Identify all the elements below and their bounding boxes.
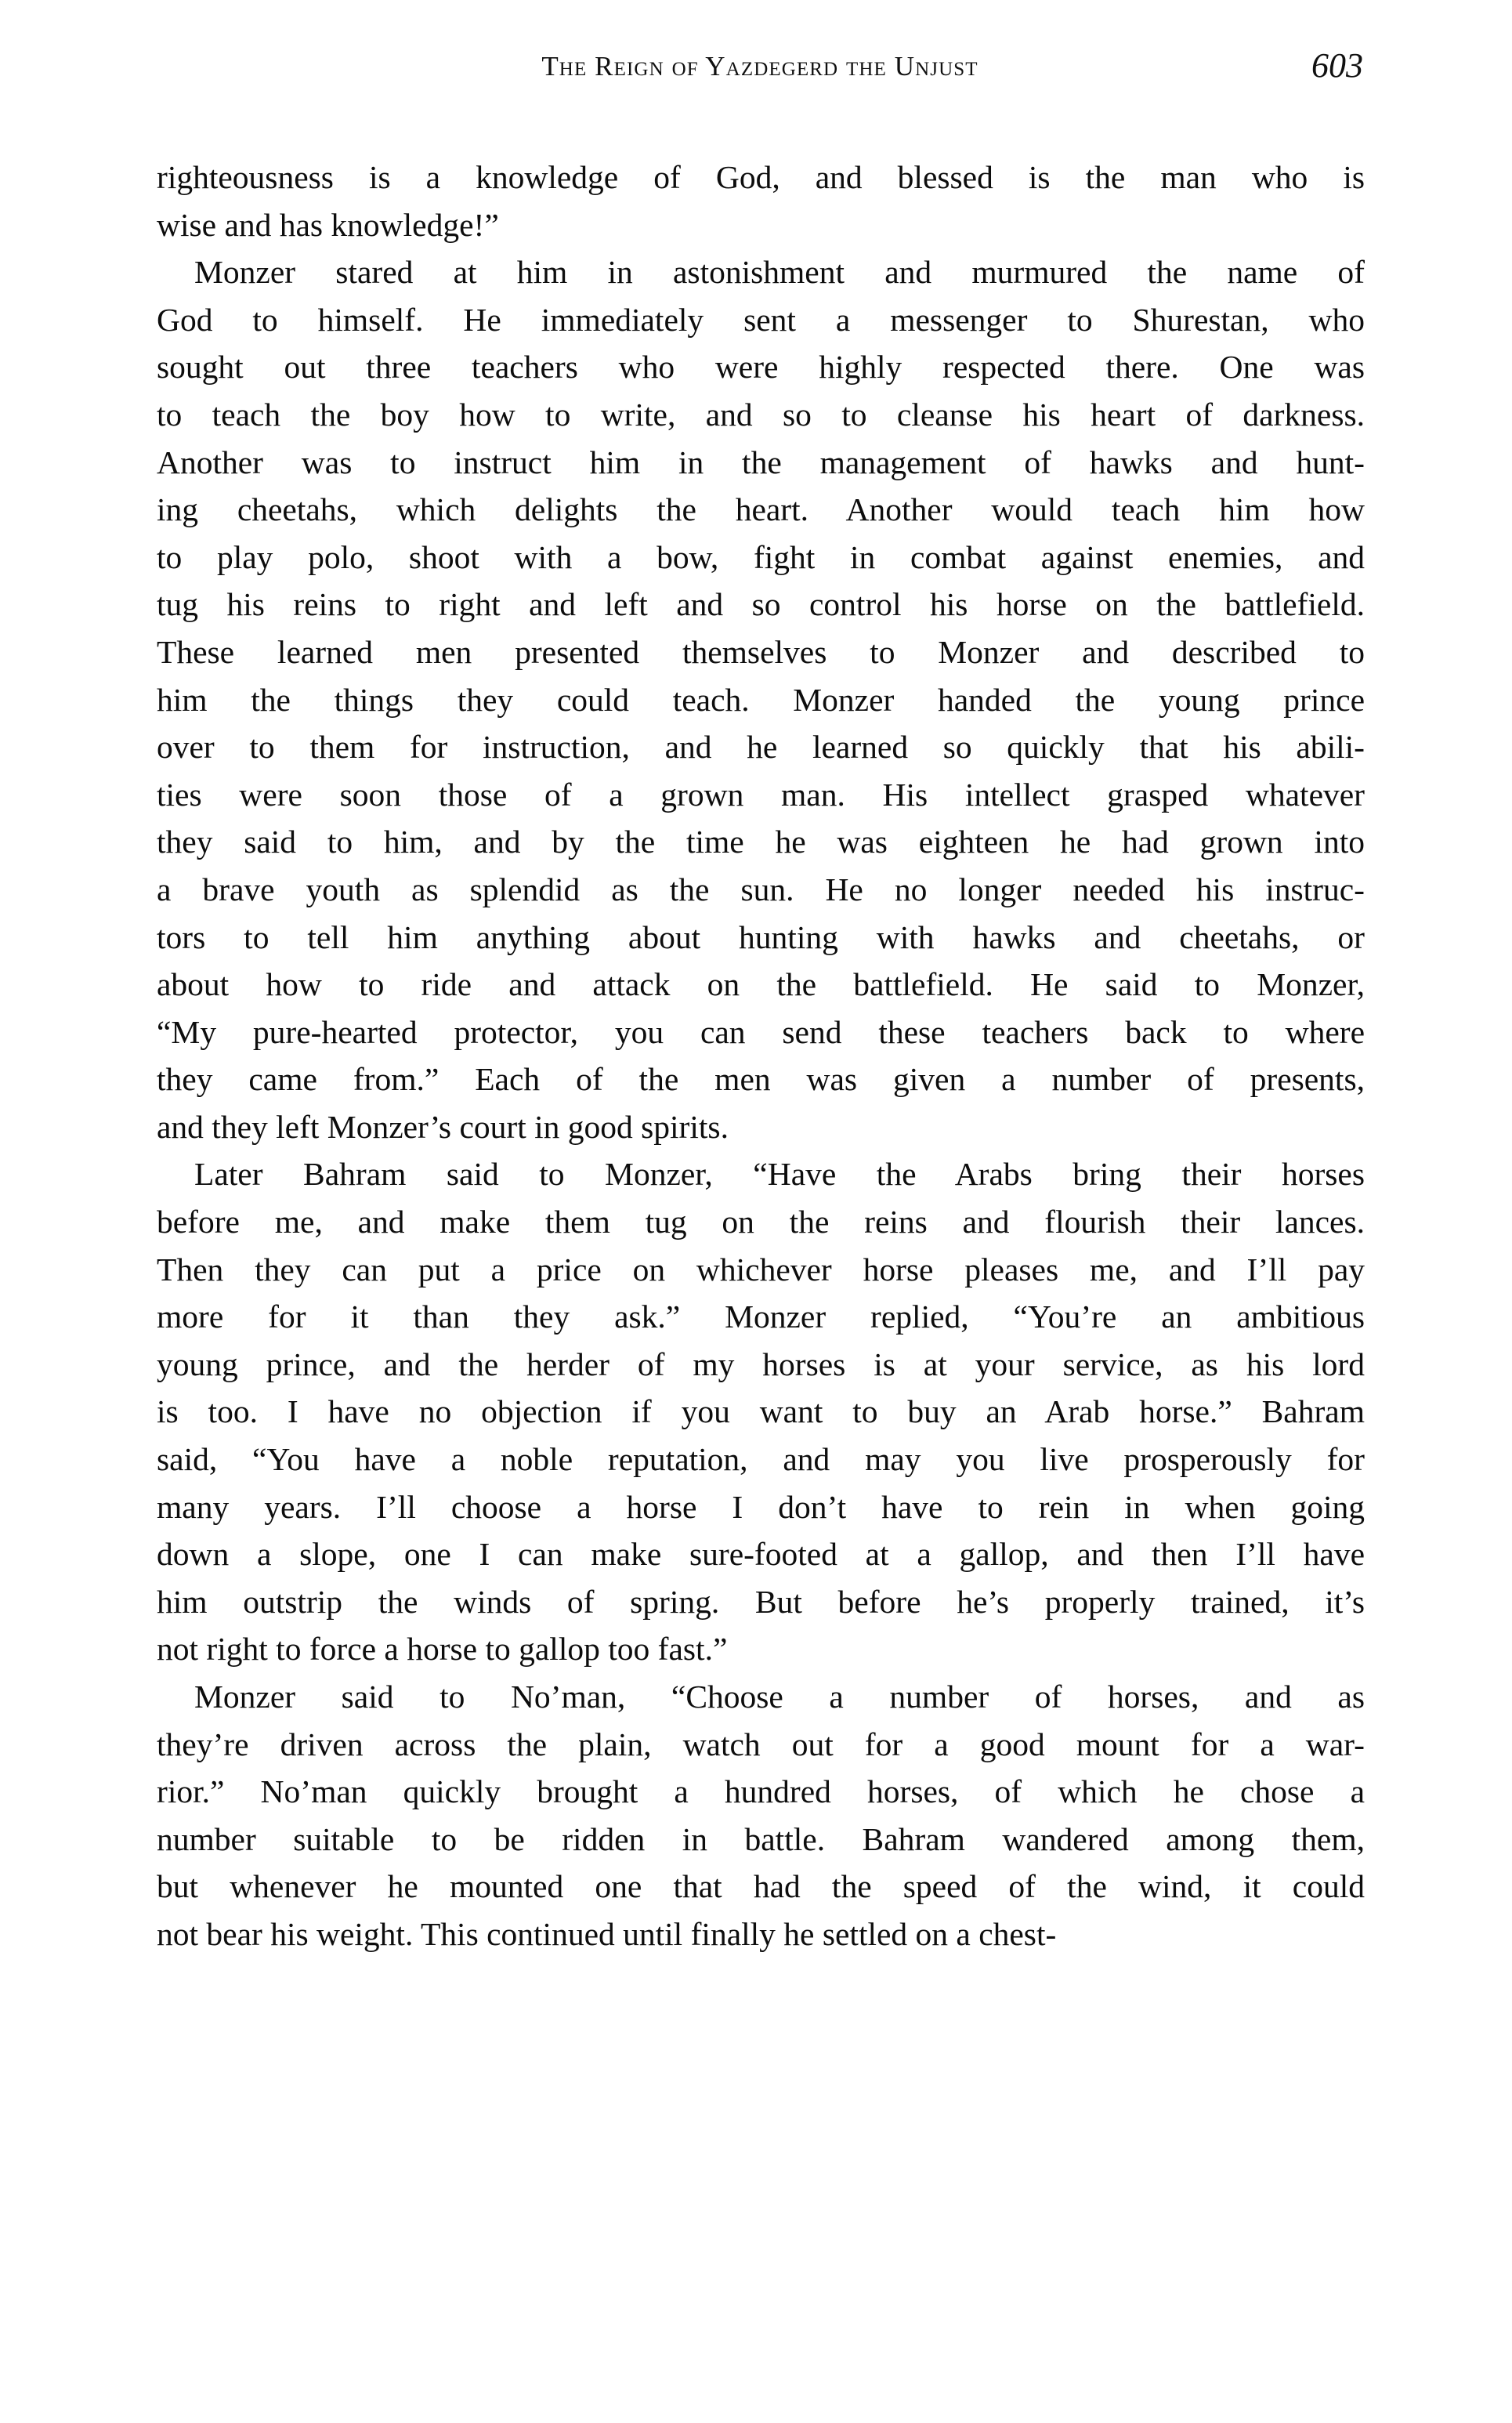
text-line: Monzer stared at him in astonishment and murmured the name of bbox=[194, 254, 1365, 291]
page-number: 603 bbox=[1311, 46, 1363, 85]
text-line: ing cheetahs, which delights the heart. Another would teach him how bbox=[157, 491, 1365, 528]
paragraph bbox=[157, 154, 1365, 248]
text-line: Another was to instruct him in the management of hawks and hunt- bbox=[157, 444, 1365, 480]
text-line: God to himself. He immediately sent a messenger to Shurestan, who bbox=[157, 301, 1365, 338]
text-line: righteousness is a knowledge of God, and blessed is the man who is bbox=[157, 159, 1365, 195]
text-line: not right to force a horse to gallop too fast.” bbox=[157, 1631, 728, 1668]
text-line: but whenever he mounted one that had the speed of the wind, it could bbox=[157, 1868, 1365, 1905]
running-header bbox=[157, 46, 1363, 96]
text-line: young prince, and the herder of my horses is at your service, as his lord bbox=[157, 1346, 1365, 1382]
text-line: not bear his weight. This continued until finally he settled on a chest- bbox=[157, 1915, 1057, 1952]
text-line: about how to ride and attack on the battlefield. He said to Monzer, bbox=[157, 966, 1365, 1003]
text-line: a brave youth as splendid as the sun. He no longer needed his instruc- bbox=[157, 871, 1365, 907]
text-line: “My pure-hearted protector, you can send these teachers back to where bbox=[157, 1013, 1365, 1050]
text-line: to play polo, shoot with a bow, fight in combat against enemies, and bbox=[157, 538, 1365, 575]
text-line: Then they can put a price on whichever horse pleases me, and I’ll pay bbox=[157, 1251, 1365, 1288]
text-line: before me, and make them tug on the reins and flourish their lances. bbox=[157, 1204, 1365, 1240]
text-line: said, “You have a noble reputation, and may you live prosperously for bbox=[157, 1441, 1365, 1478]
text-line: to teach the boy how to write, and so to cleanse his heart of darkness. bbox=[157, 396, 1365, 433]
text-line: number suitable to be ridden in battle. Bahram wandered among them, bbox=[157, 1820, 1365, 1857]
paragraph bbox=[157, 248, 1365, 1150]
text-line: rior.” No’man quickly brought a hundred horses, of which he chose a bbox=[157, 1773, 1365, 1810]
text-line: many years. I’ll choose a horse I don’t have to rein in when going bbox=[157, 1488, 1365, 1525]
paragraph bbox=[157, 1150, 1365, 1673]
text-line: is too. I have no objection if you want to buy an Arab horse.” Bahram bbox=[157, 1393, 1365, 1430]
text-line: ties were soon those of a grown man. His intellect grasped whatever bbox=[157, 776, 1365, 813]
text-line: tug his reins to right and left and so control his horse on the battlefield. bbox=[157, 586, 1365, 623]
text-line: more for it than they ask.” Monzer replied, “You’re an ambitious bbox=[157, 1298, 1365, 1335]
text-line: him the things they could teach. Monzer handed the young prince bbox=[157, 681, 1365, 718]
text-line: they said to him, and by the time he was eighteen he had grown into bbox=[157, 824, 1365, 860]
text-line: they came from.” Each of the men was given a number of presents, bbox=[157, 1061, 1365, 1098]
text-line: down a slope, one I can make sure-footed at a gallop, and then I’ll have bbox=[157, 1536, 1365, 1573]
paragraph bbox=[157, 1673, 1365, 1958]
running-head-title: The Reign of Yazdegerd the Unjust bbox=[541, 51, 978, 81]
body-text-block bbox=[157, 154, 1365, 1958]
text-line: sought out three teachers who were highly respected there. One was bbox=[157, 349, 1365, 386]
text-line: they’re driven across the plain, watch out for a good mount for a war- bbox=[157, 1726, 1365, 1762]
text-line: and they left Monzer’s court in good spirits. bbox=[157, 1108, 729, 1145]
text-line: Later Bahram said to Monzer, “Have the Arabs bring their horses bbox=[194, 1156, 1365, 1193]
text-line: him outstrip the winds of spring. But before he’s properly trained, it’s bbox=[157, 1583, 1365, 1620]
text-line: tors to tell him anything about hunting with hawks and cheetahs, or bbox=[157, 918, 1365, 955]
text-line: These learned men presented themselves to Monzer and described to bbox=[157, 633, 1365, 670]
text-line: wise and has knowledge!” bbox=[157, 206, 499, 243]
text-line: over to them for instruction, and he learned so quickly that his abili- bbox=[157, 729, 1365, 766]
text-line: Monzer said to No’man, “Choose a number of horses, and as bbox=[194, 1679, 1365, 1715]
